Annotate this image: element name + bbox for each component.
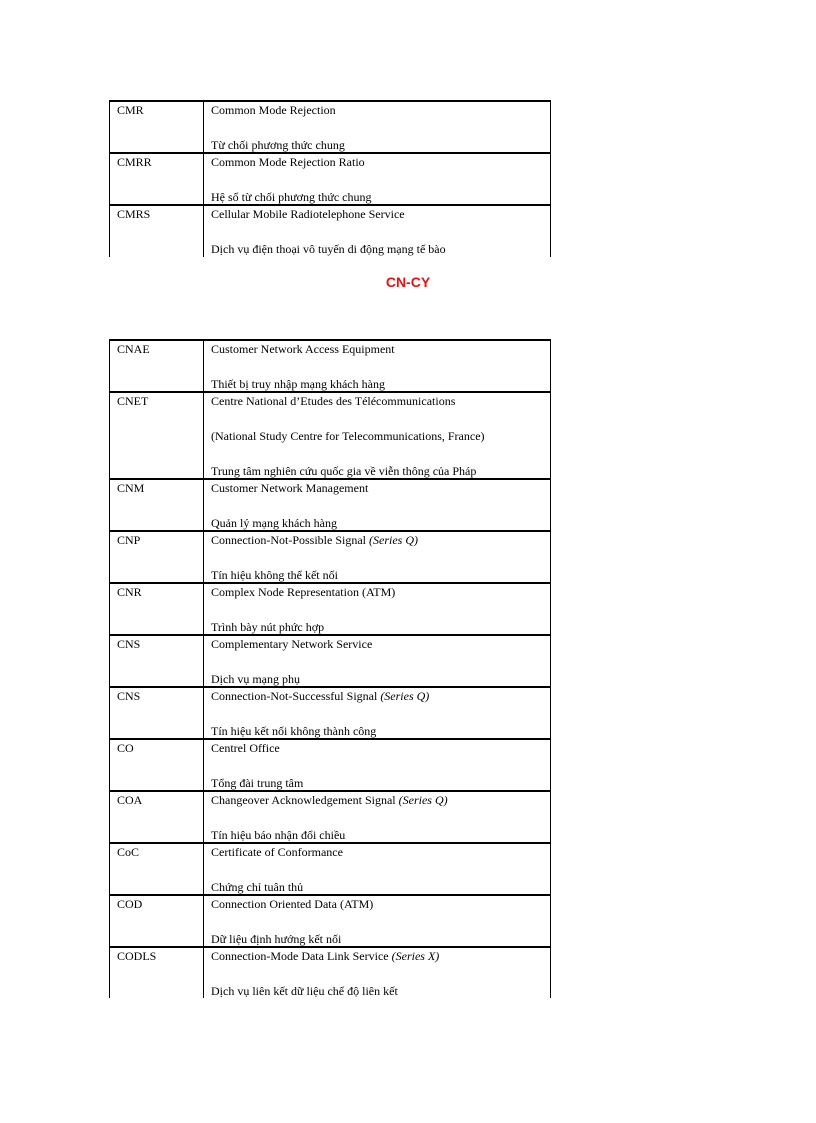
definition [204,947,551,998]
abbreviation: CoC [110,843,204,895]
abbreviation: COD [110,895,204,947]
english-term: Customer Network Management [211,481,369,495]
english-term: Certificate of Conformance [211,845,343,859]
vietnamese-term: Tín hiệu kết nối không thành công [211,724,377,738]
table-row [110,392,551,479]
series-label: (Series Q) [369,533,418,547]
table-row [110,635,551,687]
vietnamese-term: Từ chối phương thức chung [211,138,345,152]
vietnamese-term: Trình bày nút phức hợp [211,620,325,634]
abbreviation: CO [110,739,204,791]
english-term: Centre National d’Etudes des Télécommunications [211,394,456,408]
english-term: Connection-Not-Possible Signal (Series Q) [211,533,418,547]
abbreviation: CNS [110,635,204,687]
abbreviation: CMR [110,101,204,153]
definition [204,340,551,392]
table-row [110,947,551,998]
vietnamese-term: Dịch vụ điện thoại vô tuyến di động mạng tế bào [211,242,446,256]
abbreviation: CODLS [110,947,204,998]
table-row [110,843,551,895]
abbreviation: CNET [110,392,204,479]
definition [204,739,551,791]
definition [204,791,551,843]
abbreviation: CNAE [110,340,204,392]
series-label: (Series Q) [398,793,448,807]
english-term: Common Mode Rejection Ratio [211,155,365,169]
table-row [110,791,551,843]
table-row [110,205,551,257]
definition [204,205,551,257]
english-term: Connection Oriented Data (ATM) [211,897,374,911]
vietnamese-term: Thiết bị truy nhập mạng khách hàng [211,377,385,391]
glossary-table-cn-cy [109,339,551,998]
definition [204,479,551,531]
vietnamese-term: Hệ số từ chối phương thức chung [211,190,372,204]
english-term: Complex Node Representation (ATM) [211,585,396,599]
abbreviation: COA [110,791,204,843]
table-row [110,153,551,205]
series-label: (Series Q) [380,689,430,703]
vietnamese-term: Dịch vụ liên kết dữ liệu chế độ liên kết [211,984,398,998]
english-term: Changeover Acknowledgement Signal (Series Q) [211,793,448,807]
definition [204,531,551,583]
table-row [110,340,551,392]
english-term: Complementary Network Service [211,637,373,651]
vietnamese-term: Chứng chỉ tuân thủ [211,880,304,894]
definition [204,687,551,739]
abbreviation: CMRS [110,205,204,257]
abbreviation: CNS [110,687,204,739]
english-term: Connection-Mode Data Link Service (Series X) [211,949,440,963]
vietnamese-term: Trung tâm nghiên cứu quốc gia về viễn thông của Pháp [211,464,477,478]
vietnamese-term: Dịch vụ mạng phụ [211,672,300,686]
english-term: Customer Network Access Equipment [211,342,395,356]
glossary-table-cm [109,100,551,257]
definition [204,635,551,687]
vietnamese-term: Dữ liệu định hướng kết nối [211,932,342,946]
vietnamese-term: Quản lý mạng khách hàng [211,516,337,530]
table-row [110,895,551,947]
english-term: Centrel Office [211,741,280,755]
table-row [110,687,551,739]
table-row [110,531,551,583]
english-term: Cellular Mobile Radiotelephone Service [211,207,405,221]
english-term: Connection-Not-Successful Signal (Series Q) [211,689,430,703]
definition [204,392,551,479]
definition [204,843,551,895]
vietnamese-term: Tổng đài trung tâm [211,776,304,790]
abbreviation: CNM [110,479,204,531]
abbreviation: CNP [110,531,204,583]
table-row [110,583,551,635]
vietnamese-term: Tín hiệu báo nhận đổi chiều [211,828,346,842]
definition [204,583,551,635]
section-heading: CN-CY [385,274,431,290]
abbreviation: CMRR [110,153,204,205]
table-row [110,739,551,791]
definition [204,895,551,947]
definition [204,153,551,205]
definition [204,101,551,153]
abbreviation: CNR [110,583,204,635]
series-label: (Series X) [391,949,440,963]
english-note: (National Study Centre for Telecommunications, France) [211,429,485,443]
vietnamese-term: Tín hiệu không thể kết nối [211,568,338,582]
table-row [110,101,551,153]
english-term: Common Mode Rejection [211,103,336,117]
table-row [110,479,551,531]
